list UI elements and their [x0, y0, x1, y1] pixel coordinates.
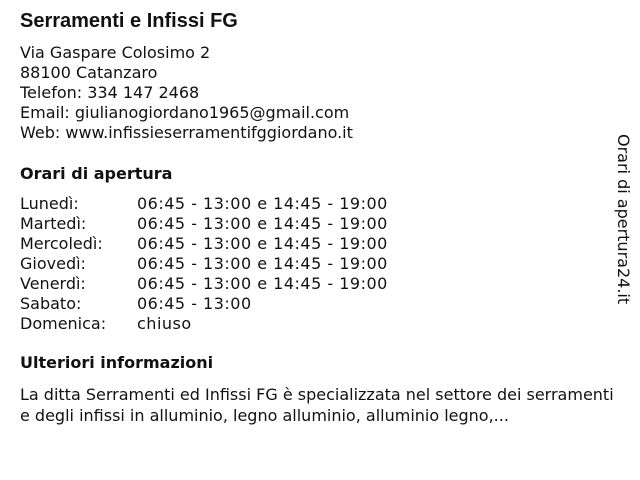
day-label: Mercoledì:	[20, 234, 103, 253]
time-value: chiuso	[137, 314, 192, 333]
time-value: 06:45 - 13:00	[137, 294, 252, 313]
info-heading: Ulteriori informazioni	[20, 353, 214, 372]
phone-line: Telefon: 334 147 2468	[20, 83, 200, 102]
hours-heading: Orari di apertura	[20, 164, 173, 183]
contact-block	[20, 43, 353, 143]
business-name: Serramenti e Infissi FG	[20, 10, 238, 32]
day-label: Lunedì:	[20, 194, 79, 213]
time-value: 06:45 - 13:00 e 14:45 - 19:00	[137, 214, 388, 233]
day-label: Giovedì:	[20, 254, 86, 273]
day-label: Venerdì:	[20, 274, 86, 293]
web-line: Web: www.infissieserramentifggiordano.it	[20, 123, 353, 142]
day-label: Martedì:	[20, 214, 87, 233]
time-value: 06:45 - 13:00 e 14:45 - 19:00	[137, 194, 388, 213]
day-label: Sabato:	[20, 294, 82, 313]
city-line: 88100 Catanzaro	[20, 63, 158, 82]
address-line: Via Gaspare Colosimo 2	[20, 43, 211, 62]
time-value: 06:45 - 13:00 e 14:45 - 19:00	[137, 234, 388, 253]
time-value: 06:45 - 13:00 e 14:45 - 19:00	[137, 274, 388, 293]
side-brand-text: Orari di apertura24.it	[614, 134, 633, 305]
email-line: Email: giulianogiordano1965@gmail.com	[20, 103, 350, 122]
day-label: Domenica:	[20, 314, 107, 333]
info-description: La ditta Serramenti ed Infissi FG è specializzata nel settore dei serramenti e degli infissi in alluminio, legno alluminio, alluminio legno,...	[20, 385, 614, 425]
time-value: 06:45 - 13:00 e 14:45 - 19:00	[137, 254, 388, 273]
